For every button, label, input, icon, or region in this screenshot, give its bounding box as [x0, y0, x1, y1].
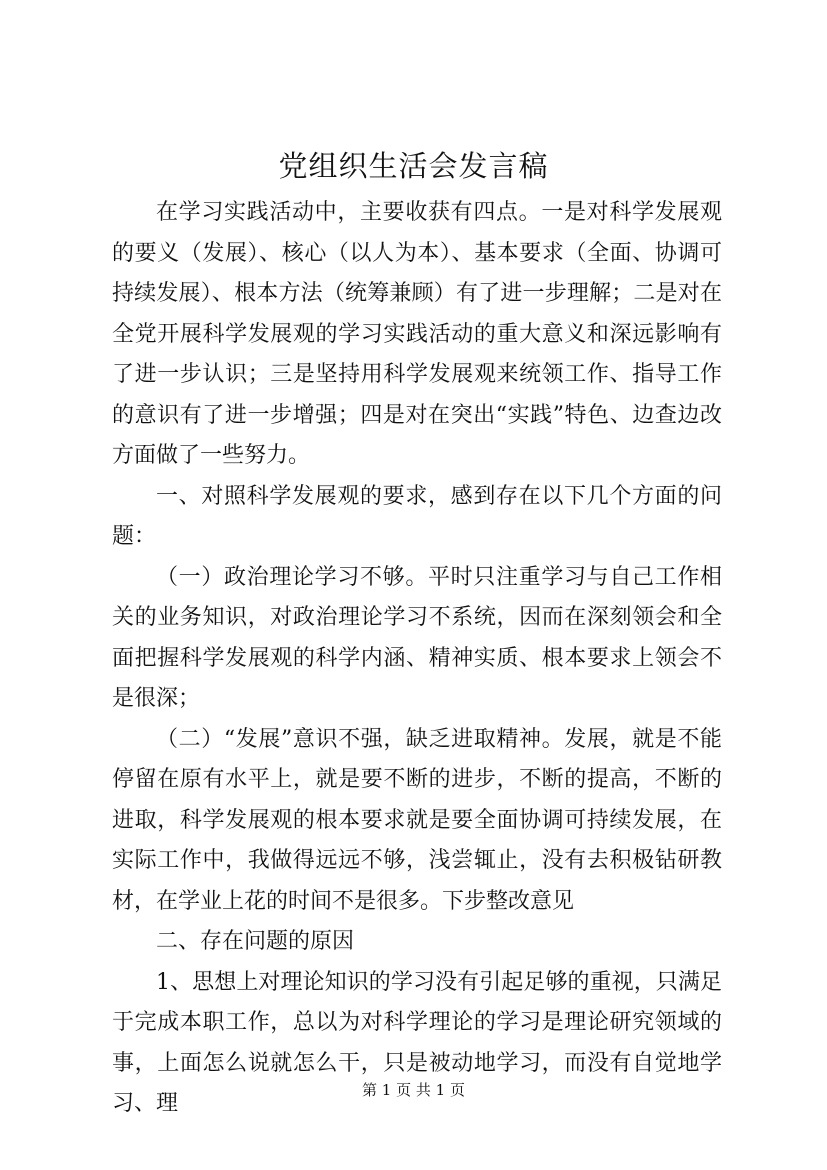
document-body	[112, 193, 722, 1125]
paragraph-section-two-heading: 二、存在问题的原因	[156, 929, 355, 954]
paragraph-reason-one: 1、思想上对理论知识的学习没有引起足够的重视，只满足于完成本职工作，总以为对科学理论的学习是理论研究领域的事，上面怎么说就怎么干，只是被动地学习，而没有自觉地学习、理	[112, 969, 722, 1116]
paragraph-section-one-heading: 一、对照科学发展观的要求，感到存在以下几个方面的问题：	[112, 483, 722, 549]
page-number-footer: 第 1 页 共 1 页	[362, 1081, 465, 1099]
paragraph-harvest: 在学习实践活动中，主要收获有四点。一是对科学发展观的要义（发展）、核心（以人为本）、基本要求（全面、协调可持续发展）、根本方法（统筹兼顾）有了进一步理解；二是对在全党开展科学发展观的学习实践活动的重大意义和深远影响有了进一步认识；三是坚持用科学发展观来统领工作、指导工作的意识有了进一步增强；四是对在突出“实践”特色、边查边改方面做了一些努力。	[112, 200, 722, 468]
document-title: 党组织生活会发言稿	[278, 149, 549, 183]
paragraph-item-two: （二）“发展”意识不强，缺乏进取精神。发展，就是不能停留在原有水平上，就是要不断的进步，不断的提高，不断的进取，科学发展观的根本要求就是要全面协调可持续发展，在实际工作中，我做得远远不够，浅尝辄止，没有去积极钻研教材，在学业上花的时间不是很多。下步整改意见	[112, 726, 722, 914]
paragraph-item-one: （一）政治理论学习不够。平时只注重学习与自己工作相关的业务知识，对政治理论学习不系统，因而在深刻领会和全面把握科学发展观的科学内涵、精神实质、根本要求上领会不是很深；	[112, 564, 722, 711]
